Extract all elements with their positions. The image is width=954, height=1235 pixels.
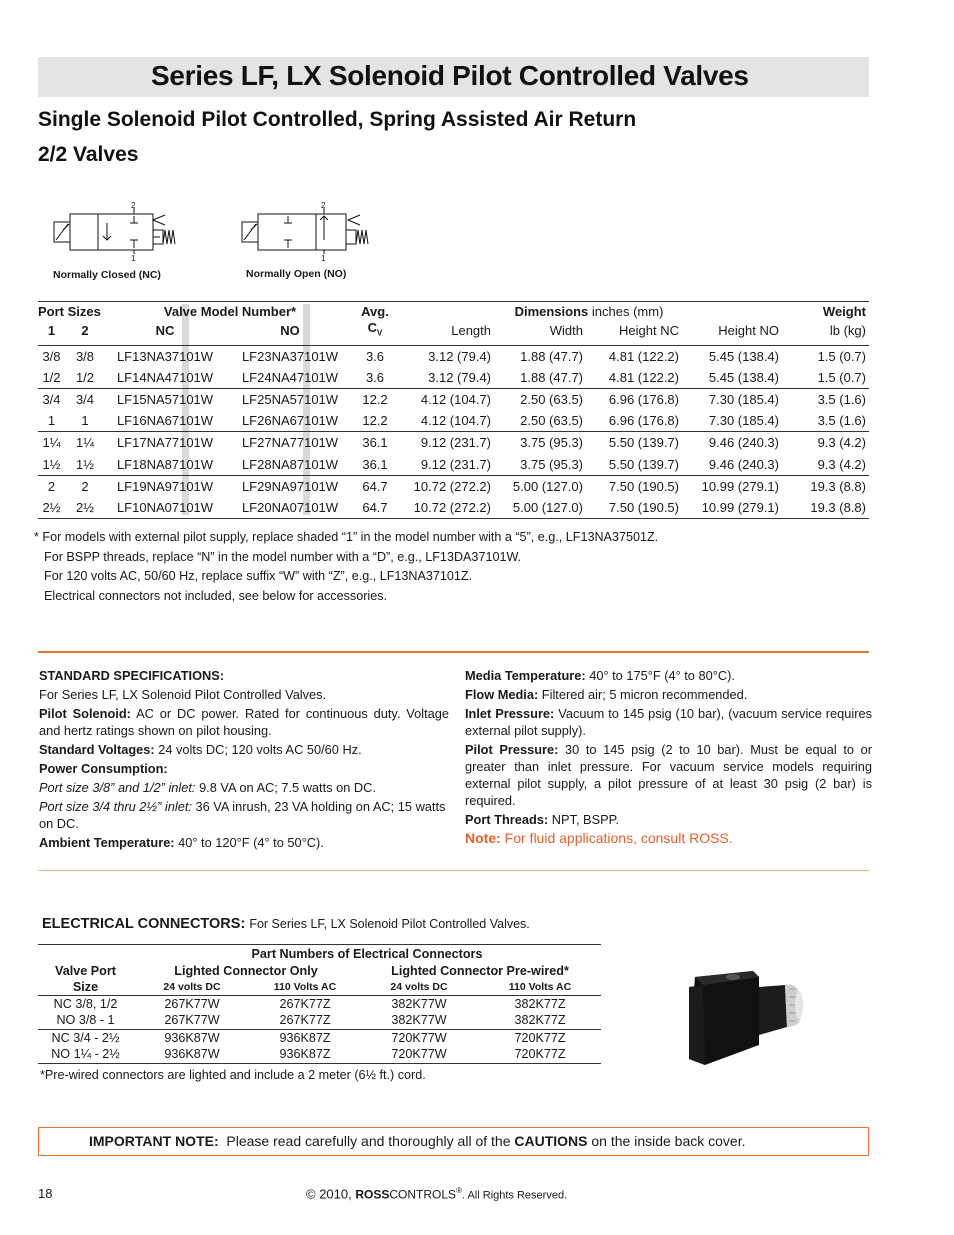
cell-height-nc: 6.96 (176.8) (587, 410, 683, 432)
cell-model-no: LF26NA67101W (225, 410, 355, 432)
cell-port1: 1/2 (38, 367, 65, 389)
cell-height-nc: 5.50 (139.7) (587, 454, 683, 476)
cell-height-no: 5.45 (138.4) (708, 348, 779, 364)
ec-cell-prewired-110ac: 382K77Z (514, 996, 566, 1011)
th-port2: 2 (65, 320, 105, 345)
valve-symbol-no (238, 200, 373, 262)
th-port-sizes: Port Sizes (38, 302, 105, 321)
cell-model-no: LF28NA87101W (225, 454, 355, 476)
no-port-bottom: 1 (321, 254, 326, 262)
cell-height-no: 7.30 (185.4) (708, 392, 779, 408)
cell-port1: 1½ (38, 454, 65, 476)
cell-height-nc: 6.96 (176.8) (608, 392, 679, 408)
cell-width: 5.00 (127.0) (512, 478, 583, 494)
ec-cell-valve-port: NO 3/8 - 1 (38, 1013, 133, 1030)
subtitle-line1: Single Solenoid Pilot Controlled, Spring Assisted Air Return (38, 108, 637, 131)
spec-port-threads: Port Threads: NPT, BSPP. (465, 812, 620, 827)
ec-cell-valve-port: NO 1¼ - 2½ (38, 1047, 133, 1064)
cell-port1: 3/8 (42, 348, 61, 364)
cell-cv: 64.7 (362, 478, 388, 494)
cell-port2: 2 (81, 478, 89, 494)
nc-caption: Normally Closed (NC) (53, 269, 161, 281)
cell-height-no: 10.99 (279.1) (701, 478, 779, 494)
cell-width: 1.88 (47.7) (520, 348, 583, 364)
ec-cell-prewired-24dc: 382K77W (391, 996, 447, 1011)
spec-ambient: Ambient Temperature: 40° to 120°F (4° to 50°C). (39, 835, 324, 850)
cell-weight: 1.5 (0.7) (783, 367, 869, 389)
nc-port-top: 2 (131, 201, 136, 210)
important-note-box (38, 1127, 869, 1156)
valve-spec-table (38, 301, 869, 519)
cell-port1: 2½ (38, 497, 65, 519)
cell-port2: 1¼ (75, 435, 95, 451)
cell-model-nc: LF19NA97101W (116, 478, 214, 494)
table-row (38, 1013, 601, 1030)
table-row (38, 475, 869, 497)
cell-height-nc: 4.81 (122.2) (587, 367, 683, 389)
ec-cell-lighted-24dc: 936K87W (133, 1047, 251, 1064)
th-no: NO (225, 320, 355, 345)
th-nc: NC (105, 320, 225, 345)
cell-length: 3.12 (79.4) (428, 348, 491, 364)
cell-height-no: 7.30 (185.4) (683, 410, 783, 432)
cell-model-no: LF23NA37101W (241, 348, 339, 364)
table-row (38, 367, 869, 389)
cell-cv: 3.6 (365, 348, 385, 364)
ec-cell-prewired-24dc: 720K77W (359, 1047, 479, 1064)
ec-sub-110ac-2: 110 Volts AC (479, 979, 601, 996)
subtitle-line2: 2/2 Valves (38, 143, 139, 166)
cell-weight: 3.5 (1.6) (817, 392, 866, 408)
ec-cell-lighted-24dc: 936K87W (164, 1030, 220, 1045)
spec-power-label: Power Consumption: (39, 761, 168, 776)
cell-cv: 3.6 (355, 367, 395, 389)
note-line: For 120 volts AC, 50/60 Hz, replace suffix “W” with “Z”, e.g., LF13NA37101Z. (44, 569, 473, 583)
th-weight-units: lb (kg) (783, 320, 869, 345)
ec-col-valve-port: Valve Port (55, 963, 116, 978)
cell-model-nc: LF17NA77101W (116, 435, 214, 451)
cell-port2: 3/4 (75, 392, 95, 408)
electrical-footnote: *Pre-wired connectors are lighted and include a 2 meter (6½ ft.) cord. (40, 1068, 426, 1082)
divider-top (38, 651, 869, 653)
th-dimensions: Dimensions inches (mm) (395, 302, 783, 321)
cell-height-no: 10.99 (279.1) (683, 497, 783, 519)
important-label: IMPORTANT NOTE: (89, 1133, 219, 1149)
cell-model-no: LF20NA07101W (225, 497, 355, 519)
ec-col-lighted-only: Lighted Connector Only (174, 963, 318, 978)
cell-model-nc: LF14NA47101W (105, 367, 225, 389)
cell-length: 9.12 (231.7) (420, 435, 491, 451)
spec-std-voltages: Standard Voltages: 24 volts DC; 120 volts AC 50/60 Hz. (39, 742, 362, 757)
cell-model-nc: LF10NA07101W (105, 497, 225, 519)
cell-weight: 19.3 (8.8) (783, 497, 869, 519)
cell-height-no: 9.46 (240.3) (683, 454, 783, 476)
ec-cell-lighted-110ac: 267K77Z (251, 1013, 359, 1030)
table-row (38, 1047, 601, 1064)
spec-power-1: Port size 3/8” and 1/2” inlet: 9.8 VA on AC; 7.5 watts on DC. (39, 780, 376, 795)
copyright: © 2010, ROSSCONTROLS®. All Rights Reserved. (306, 1186, 568, 1202)
ec-cell-valve-port: NC 3/8, 1/2 (53, 996, 118, 1011)
table-row (38, 1030, 601, 1047)
cell-length: 4.12 (104.7) (420, 392, 491, 408)
ec-sub-24dc: 24 volts DC (133, 979, 251, 996)
model-notes (34, 528, 658, 606)
th-height-nc: Height NC (587, 320, 683, 345)
cell-model-nc: LF15NA57101W (116, 392, 214, 408)
ec-sub-24dc-2: 24 volts DC (359, 979, 479, 996)
cell-width: 5.00 (127.0) (495, 497, 587, 519)
table-row (38, 345, 869, 367)
th-height-no: Height NO (683, 320, 783, 345)
brand-controls: CONTROLS (389, 1187, 457, 1202)
cell-weight: 9.3 (4.2) (783, 454, 869, 476)
table-row (38, 996, 601, 1013)
table-row (38, 432, 869, 454)
ec-group-header: Part Numbers of Electrical Connectors (133, 945, 601, 963)
cell-weight: 3.5 (1.6) (783, 410, 869, 432)
ec-cell-prewired-110ac: 382K77Z (479, 1013, 601, 1030)
th-avg: Avg. (355, 302, 395, 321)
cell-model-no: LF27NA77101W (241, 435, 339, 451)
cell-model-no: LF29NA97101W (241, 478, 339, 494)
important-text-after: on the inside back cover. (591, 1133, 746, 1149)
spec-power-2: Port size 3/4 thru 2½” inlet: 36 VA inrush, 23 VA holding on AC; 15 watts on DC. (39, 799, 446, 831)
cell-width: 2.50 (63.5) (495, 410, 587, 432)
cell-length: 9.12 (231.7) (395, 454, 495, 476)
cell-weight: 19.3 (8.8) (810, 478, 866, 494)
electrical-title: ELECTRICAL CONNECTORS: For Series LF, LX Solenoid Pilot Controlled Valves. (42, 916, 530, 932)
specs-intro: For Series LF, LX Solenoid Pilot Controlled Valves. (39, 687, 327, 702)
no-port-top: 2 (321, 201, 326, 210)
ec-cell-lighted-24dc: 267K77W (164, 996, 220, 1011)
cell-height-nc: 7.50 (190.5) (587, 497, 683, 519)
cell-port1: 1 (38, 410, 65, 432)
specs-left (39, 667, 449, 853)
cell-port2: 1 (65, 410, 105, 432)
th-length: Length (395, 320, 495, 345)
table-row (38, 454, 869, 476)
cell-port2: 1/2 (65, 367, 105, 389)
th-weight: Weight (783, 302, 869, 321)
ec-cell-lighted-110ac: 936K87Z (279, 1030, 331, 1045)
th-cv: $C_V$ (355, 320, 395, 345)
cell-height-nc: 5.50 (139.7) (608, 435, 679, 451)
cell-port1: 1¼ (42, 435, 61, 451)
cell-port2: 1½ (65, 454, 105, 476)
th-valve-model: Valve Model Number* (105, 302, 355, 321)
brand-ross: ROSS (355, 1187, 390, 1202)
specs-right (465, 667, 872, 849)
cell-width: 3.75 (95.3) (495, 454, 587, 476)
th-width: Width (495, 320, 587, 345)
cell-port1: 2 (47, 478, 56, 494)
cell-length: 4.12 (104.7) (395, 410, 495, 432)
note-line: * For models with external pilot supply, replace shaded “1” in the model number with a “5”, e.g., LF13NA37501Z. (34, 530, 659, 544)
spec-flow-media: Flow Media: Filtered air; 5 micron recommended. (465, 687, 748, 702)
title-bar (38, 57, 869, 97)
cell-length: 10.72 (272.2) (395, 497, 495, 519)
cell-width: 1.88 (47.7) (495, 367, 587, 389)
table-row (38, 410, 869, 432)
cell-height-no: 5.45 (138.4) (683, 367, 783, 389)
cell-weight: 9.3 (4.2) (817, 435, 866, 451)
spec-pilot-pressure: Pilot Pressure: 30 to 145 psig (2 to 10 bar). Must be equal to or greater than inlet pressure. For vacuum service models requiring external pilot supply, a pilot pressure of at least 30 psig (2 bar) is required. (465, 742, 873, 808)
electrical-table (38, 944, 601, 1064)
page-number: 18 (38, 1186, 53, 1201)
ec-col-prewired: Lighted Connector Pre-wired* (391, 963, 569, 978)
ec-cell-lighted-110ac: 936K87Z (251, 1047, 359, 1064)
valve-symbol-nc (50, 200, 185, 262)
cell-cv: 12.2 (362, 392, 388, 408)
important-cautions: CAUTIONS (514, 1133, 588, 1149)
nc-port-bottom: 1 (131, 254, 136, 262)
connector-image (675, 965, 825, 1075)
ec-cell-prewired-110ac: 720K77Z (514, 1030, 566, 1045)
cell-width: 2.50 (63.5) (520, 392, 583, 408)
ec-cell-lighted-110ac: 267K77Z (279, 996, 331, 1011)
cell-length: 3.12 (79.4) (395, 367, 495, 389)
cell-height-no: 9.46 (240.3) (708, 435, 779, 451)
table-row (38, 497, 869, 519)
cell-model-nc: LF18NA87101W (105, 454, 225, 476)
ec-cell-valve-port: NC 3/4 - 2½ (51, 1030, 120, 1045)
cell-width: 3.75 (95.3) (520, 435, 583, 451)
ec-cell-prewired-24dc: 382K77W (359, 1013, 479, 1030)
ec-cell-lighted-24dc: 267K77W (133, 1013, 251, 1030)
ec-sub-110ac: 110 Volts AC (251, 979, 359, 996)
no-caption: Normally Open (NO) (246, 268, 347, 280)
specs-heading: STANDARD SPECIFICATIONS: (39, 668, 225, 683)
ec-cell-prewired-110ac: 720K77Z (479, 1047, 601, 1064)
cell-height-nc: 4.81 (122.2) (608, 348, 679, 364)
cell-cv: 12.2 (355, 410, 395, 432)
cell-height-nc: 7.50 (190.5) (608, 478, 679, 494)
cell-model-nc: LF13NA37101W (116, 348, 214, 364)
page-title: Series LF, LX Solenoid Pilot Controlled Valves (151, 60, 749, 91)
table-row (38, 388, 869, 410)
cell-length: 10.72 (272.2) (413, 478, 491, 494)
cell-weight: 1.5 (0.7) (817, 348, 866, 364)
cell-port2: 3/8 (75, 348, 95, 364)
cell-model-no: LF24NA47101W (225, 367, 355, 389)
spec-pilot-solenoid: Pilot Solenoid: AC or DC power. Rated for continuous duty. Voltage and hertz ratings shown on pilot housing. (39, 706, 449, 738)
cell-model-nc: LF16NA67101W (105, 410, 225, 432)
important-text-before: Please read carefully and thoroughly all of the (226, 1133, 511, 1149)
cell-port2: 2½ (65, 497, 105, 519)
ec-col-size: Size (38, 979, 133, 996)
divider-bottom (38, 870, 869, 871)
cell-model-no: LF25NA57101W (241, 392, 339, 408)
cell-port1: 3/4 (42, 392, 61, 408)
note-line: Electrical connectors not included, see below for accessories. (44, 588, 388, 603)
spec-media-temp: Media Temperature: 40° to 175°F (4° to 80°C). (465, 668, 735, 683)
note-line: For BSPP threads, replace “N” in the model number with a “D”, e.g., LF13DA37101W. (44, 549, 522, 564)
ec-cell-prewired-24dc: 720K77W (391, 1030, 447, 1045)
spec-note: Note: For fluid applications, consult ROSS. (465, 830, 733, 846)
cell-cv: 64.7 (355, 497, 395, 519)
th-port1: 1 (38, 320, 65, 345)
cell-cv: 36.1 (355, 454, 395, 476)
spec-inlet-pressure: Inlet Pressure: Vacuum to 145 psig (10 bar), (vacuum service requires external pilot supply). (465, 706, 872, 738)
cell-cv: 36.1 (362, 435, 388, 451)
